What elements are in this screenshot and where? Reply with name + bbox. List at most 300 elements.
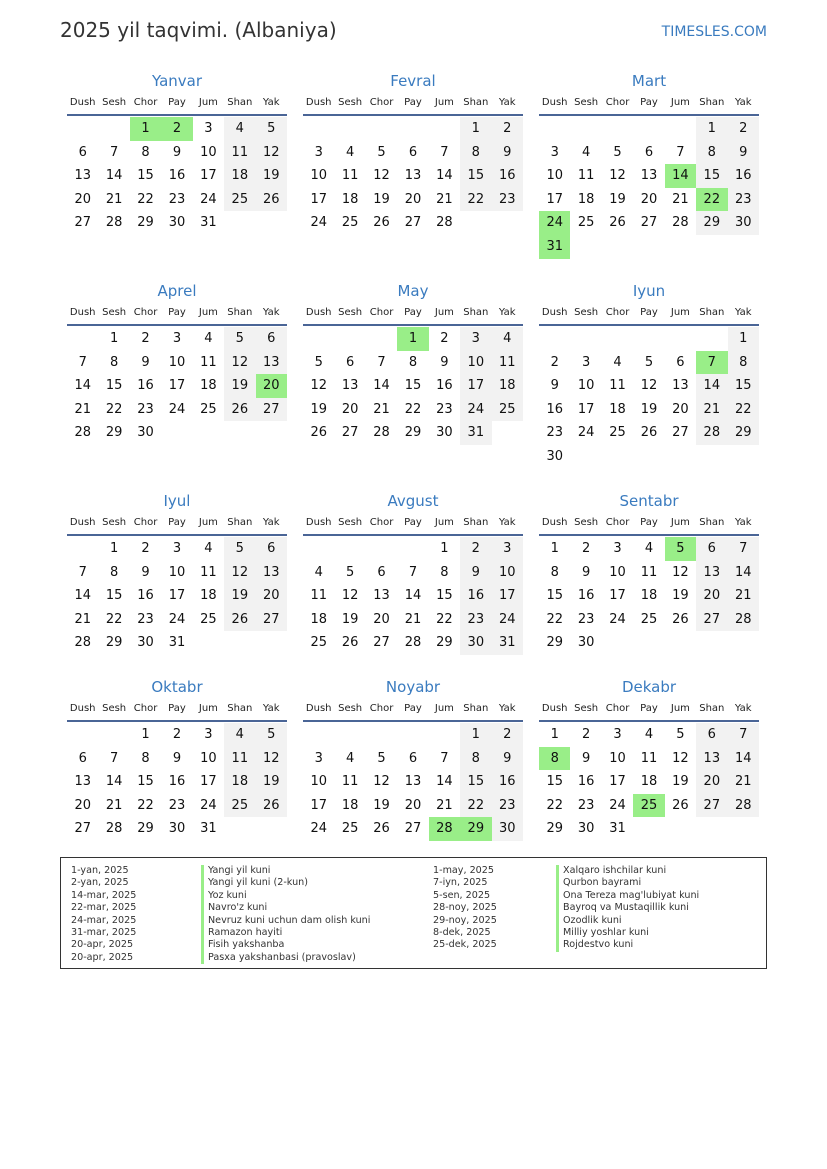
day[interactable]: 19 [224, 374, 255, 398]
day[interactable]: 14 [728, 561, 759, 585]
day[interactable]: 28 [728, 794, 759, 818]
day[interactable]: 1 [460, 117, 491, 141]
day[interactable]: 26 [373, 821, 390, 837]
day[interactable]: 11 [224, 141, 255, 165]
day[interactable]: 4 [345, 144, 355, 160]
day[interactable]: 1 [141, 727, 150, 742]
day[interactable]: 2 [172, 727, 182, 742]
day[interactable]: 29 [105, 425, 123, 441]
day[interactable]: 4 [644, 541, 654, 556]
day[interactable]: 8 [109, 354, 119, 370]
day[interactable]: 17 [200, 774, 217, 790]
day[interactable]: 10 [310, 774, 327, 790]
day[interactable]: 30 [728, 211, 759, 235]
day[interactable]: 30 [577, 635, 595, 651]
day[interactable]: 1 [550, 727, 559, 742]
day[interactable]: 29 [404, 425, 422, 441]
day[interactable]: 9 [141, 564, 150, 580]
day[interactable]: 23 [577, 797, 595, 813]
day[interactable]: 2 [728, 117, 759, 141]
day[interactable]: 11 [609, 378, 626, 394]
day[interactable]: 17 [310, 191, 327, 207]
day[interactable]: 8 [460, 747, 491, 771]
day[interactable]: 27 [640, 215, 658, 231]
day[interactable]: 17 [460, 374, 491, 398]
day[interactable]: 17 [310, 797, 327, 813]
day[interactable]: 20 [672, 401, 689, 417]
day[interactable]: 26 [256, 794, 287, 818]
day[interactable]: 20 [74, 797, 91, 813]
day[interactable]: 25 [310, 635, 327, 651]
day[interactable]: 20 [74, 191, 91, 207]
day[interactable]: 27 [404, 821, 422, 837]
holiday-day[interactable]: 5 [665, 537, 696, 561]
day[interactable]: 11 [640, 564, 658, 580]
day[interactable]: 16 [460, 584, 491, 608]
day[interactable]: 7 [78, 564, 87, 580]
day[interactable]: 16 [492, 164, 523, 188]
day[interactable]: 17 [168, 588, 186, 604]
day[interactable]: 28 [74, 425, 91, 441]
day[interactable]: 26 [224, 398, 255, 422]
day[interactable]: 1 [696, 117, 727, 141]
day[interactable]: 15 [137, 774, 154, 790]
day[interactable]: 20 [640, 191, 658, 207]
day[interactable]: 20 [404, 191, 422, 207]
day[interactable]: 10 [200, 750, 217, 766]
day[interactable]: 23 [492, 188, 523, 212]
day[interactable]: 20 [341, 401, 359, 417]
holiday-day[interactable]: 1 [130, 117, 161, 141]
day[interactable]: 19 [256, 770, 287, 794]
day[interactable]: 15 [137, 168, 154, 184]
day[interactable]: 31 [200, 821, 217, 837]
day[interactable]: 16 [168, 168, 186, 184]
day[interactable]: 3 [492, 537, 523, 561]
day[interactable]: 22 [546, 611, 563, 627]
day[interactable]: 25 [224, 794, 255, 818]
day[interactable]: 20 [404, 797, 422, 813]
day[interactable]: 29 [436, 635, 453, 651]
day[interactable]: 19 [640, 401, 658, 417]
day[interactable]: 6 [256, 537, 287, 561]
holiday-day[interactable]: 22 [696, 188, 727, 212]
day[interactable]: 10 [460, 351, 491, 375]
day[interactable]: 11 [310, 588, 327, 604]
day[interactable]: 15 [460, 770, 491, 794]
day[interactable]: 12 [224, 561, 255, 585]
day[interactable]: 30 [137, 425, 154, 441]
day[interactable]: 22 [105, 611, 123, 627]
day[interactable]: 6 [78, 144, 87, 160]
day[interactable]: 5 [377, 750, 386, 766]
day[interactable]: 9 [581, 750, 591, 766]
day[interactable]: 21 [105, 797, 123, 813]
day[interactable]: 21 [728, 584, 759, 608]
day[interactable]: 27 [696, 608, 727, 632]
day[interactable]: 26 [224, 608, 255, 632]
day[interactable]: 25 [577, 215, 595, 231]
day[interactable]: 17 [200, 168, 217, 184]
day[interactable]: 3 [172, 541, 182, 556]
holiday-day[interactable]: 20 [256, 374, 287, 398]
day[interactable]: 10 [200, 144, 217, 160]
day[interactable]: 4 [314, 564, 323, 580]
day[interactable]: 30 [137, 635, 154, 651]
day[interactable]: 4 [224, 723, 255, 747]
day[interactable]: 15 [404, 378, 422, 394]
day[interactable]: 17 [609, 774, 626, 790]
day[interactable]: 12 [640, 378, 658, 394]
day[interactable]: 6 [644, 144, 654, 160]
day[interactable]: 2 [550, 354, 559, 370]
day[interactable]: 2 [460, 537, 491, 561]
day[interactable]: 21 [436, 191, 453, 207]
day[interactable]: 4 [581, 144, 591, 160]
day[interactable]: 7 [78, 354, 87, 370]
day[interactable]: 9 [460, 561, 491, 585]
day[interactable]: 12 [256, 141, 287, 165]
day[interactable]: 6 [696, 723, 727, 747]
day[interactable]: 7 [728, 537, 759, 561]
day[interactable]: 23 [577, 611, 595, 627]
day[interactable]: 16 [577, 588, 595, 604]
day[interactable]: 13 [404, 168, 422, 184]
holiday-day[interactable]: 25 [633, 794, 664, 818]
day[interactable]: 19 [373, 191, 390, 207]
day[interactable]: 25 [341, 821, 359, 837]
day[interactable]: 19 [310, 401, 327, 417]
day[interactable]: 24 [577, 425, 595, 441]
day[interactable]: 13 [373, 588, 390, 604]
day[interactable]: 28 [436, 215, 453, 231]
day[interactable]: 29 [546, 635, 563, 651]
day[interactable]: 30 [168, 215, 186, 231]
day[interactable]: 15 [436, 588, 453, 604]
day[interactable]: 14 [728, 747, 759, 771]
day[interactable]: 9 [492, 141, 523, 165]
day[interactable]: 14 [696, 374, 727, 398]
day[interactable]: 28 [728, 608, 759, 632]
day[interactable]: 21 [436, 797, 453, 813]
day[interactable]: 5 [224, 327, 255, 351]
day[interactable]: 1 [109, 541, 119, 556]
day[interactable]: 9 [141, 354, 150, 370]
day[interactable]: 30 [168, 821, 186, 837]
day[interactable]: 21 [105, 191, 123, 207]
day[interactable]: 13 [640, 168, 658, 184]
day[interactable]: 14 [404, 588, 422, 604]
day[interactable]: 25 [609, 425, 626, 441]
day[interactable]: 15 [105, 378, 123, 394]
day[interactable]: 14 [436, 774, 453, 790]
day[interactable]: 25 [200, 401, 217, 417]
day[interactable]: 23 [436, 401, 453, 417]
day[interactable]: 8 [440, 564, 449, 580]
day[interactable]: 28 [404, 635, 422, 651]
day[interactable]: 26 [609, 215, 626, 231]
day[interactable]: 27 [74, 821, 91, 837]
day[interactable]: 20 [696, 770, 727, 794]
day[interactable]: 26 [310, 425, 327, 441]
day[interactable]: 23 [168, 191, 186, 207]
day[interactable]: 15 [105, 588, 123, 604]
day[interactable]: 17 [168, 378, 186, 394]
day[interactable]: 19 [373, 797, 390, 813]
day[interactable]: 14 [105, 168, 123, 184]
day[interactable]: 25 [492, 398, 523, 422]
day[interactable]: 27 [696, 794, 727, 818]
day[interactable]: 20 [696, 584, 727, 608]
day[interactable]: 13 [341, 378, 359, 394]
day[interactable]: 13 [696, 747, 727, 771]
day[interactable]: 20 [256, 584, 287, 608]
day[interactable]: 26 [672, 797, 689, 813]
day[interactable]: 6 [256, 327, 287, 351]
day[interactable]: 6 [696, 537, 727, 561]
day[interactable]: 6 [78, 750, 87, 766]
day[interactable]: 14 [436, 168, 453, 184]
day[interactable]: 21 [74, 401, 91, 417]
day[interactable]: 1 [550, 541, 559, 556]
day[interactable]: 25 [341, 215, 359, 231]
day[interactable]: 14 [105, 774, 123, 790]
day[interactable]: 2 [581, 727, 591, 742]
day[interactable]: 22 [460, 188, 491, 212]
day[interactable]: 7 [728, 723, 759, 747]
day[interactable]: 6 [408, 144, 418, 160]
day[interactable]: 5 [224, 537, 255, 561]
day[interactable]: 19 [609, 191, 626, 207]
day[interactable]: 27 [256, 398, 287, 422]
day[interactable]: 24 [310, 215, 327, 231]
day[interactable]: 13 [256, 561, 287, 585]
day[interactable]: 28 [373, 425, 390, 441]
day[interactable]: 10 [310, 168, 327, 184]
day[interactable]: 7 [676, 144, 685, 160]
day[interactable]: 24 [168, 611, 186, 627]
holiday-day[interactable]: 29 [460, 817, 491, 841]
day[interactable]: 11 [200, 564, 217, 580]
day[interactable]: 11 [492, 351, 523, 375]
day[interactable]: 4 [224, 117, 255, 141]
day[interactable]: 18 [341, 191, 359, 207]
day[interactable]: 17 [609, 588, 626, 604]
day[interactable]: 13 [696, 561, 727, 585]
day[interactable]: 3 [581, 354, 591, 370]
day[interactable]: 9 [172, 144, 182, 160]
day[interactable]: 8 [728, 351, 759, 375]
day[interactable]: 8 [141, 144, 150, 160]
day[interactable]: 16 [137, 378, 154, 394]
day[interactable]: 10 [168, 354, 186, 370]
day[interactable]: 23 [460, 608, 491, 632]
day[interactable]: 8 [550, 564, 559, 580]
day[interactable]: 3 [314, 144, 323, 160]
day[interactable]: 9 [581, 564, 591, 580]
day[interactable]: 27 [341, 425, 359, 441]
day[interactable]: 4 [345, 750, 355, 766]
day[interactable]: 27 [672, 425, 689, 441]
day[interactable]: 26 [256, 188, 287, 212]
day[interactable]: 12 [609, 168, 626, 184]
day[interactable]: 18 [640, 774, 658, 790]
day[interactable]: 5 [256, 723, 287, 747]
day[interactable]: 9 [440, 354, 449, 370]
day[interactable]: 5 [377, 144, 386, 160]
holiday-day[interactable]: 28 [429, 817, 460, 841]
day[interactable]: 12 [256, 747, 287, 771]
day[interactable]: 23 [728, 188, 759, 212]
day[interactable]: 7 [377, 354, 386, 370]
day[interactable]: 29 [696, 211, 727, 235]
day[interactable]: 7 [408, 564, 418, 580]
day[interactable]: 18 [640, 588, 658, 604]
day[interactable]: 16 [137, 588, 154, 604]
day[interactable]: 22 [137, 797, 154, 813]
day[interactable]: 23 [137, 401, 154, 417]
day[interactable]: 11 [200, 354, 217, 370]
day[interactable]: 22 [436, 611, 453, 627]
day[interactable]: 5 [676, 727, 685, 742]
day[interactable]: 5 [644, 354, 654, 370]
day[interactable]: 29 [728, 421, 759, 445]
day[interactable]: 4 [644, 727, 654, 742]
day[interactable]: 9 [728, 141, 759, 165]
day[interactable]: 25 [224, 188, 255, 212]
day[interactable]: 10 [577, 378, 595, 394]
day[interactable]: 19 [341, 611, 359, 627]
day[interactable]: 12 [224, 351, 255, 375]
day[interactable]: 9 [492, 747, 523, 771]
day[interactable]: 8 [141, 750, 150, 766]
day[interactable]: 5 [613, 144, 622, 160]
day[interactable]: 19 [224, 584, 255, 608]
day[interactable]: 12 [672, 750, 689, 766]
day[interactable]: 15 [546, 588, 563, 604]
day[interactable]: 21 [373, 401, 390, 417]
day[interactable]: 19 [672, 588, 689, 604]
day[interactable]: 27 [404, 215, 422, 231]
day[interactable]: 11 [224, 747, 255, 771]
day[interactable]: 27 [74, 215, 91, 231]
holiday-day[interactable]: 14 [665, 164, 696, 188]
day[interactable]: 18 [577, 191, 595, 207]
day[interactable]: 31 [492, 631, 523, 655]
day[interactable]: 7 [109, 144, 119, 160]
day[interactable]: 22 [404, 401, 422, 417]
day[interactable]: 27 [373, 635, 390, 651]
day[interactable]: 13 [74, 168, 91, 184]
day[interactable]: 18 [341, 797, 359, 813]
holiday-day[interactable]: 1 [397, 327, 428, 351]
day[interactable]: 14 [74, 588, 91, 604]
day[interactable]: 2 [492, 117, 523, 141]
day[interactable]: 17 [546, 191, 563, 207]
day[interactable]: 11 [640, 750, 658, 766]
day[interactable]: 1 [440, 541, 449, 556]
day[interactable]: 31 [460, 421, 491, 445]
day[interactable]: 13 [404, 774, 422, 790]
brand-link[interactable]: TIMESLES.COM [661, 24, 767, 40]
day[interactable]: 30 [460, 631, 491, 655]
day[interactable]: 9 [550, 378, 559, 394]
day[interactable]: 12 [310, 378, 327, 394]
day[interactable]: 31 [168, 635, 186, 651]
holiday-day[interactable]: 8 [539, 747, 570, 771]
day[interactable]: 26 [672, 611, 689, 627]
day[interactable]: 5 [345, 564, 355, 580]
day[interactable]: 8 [109, 564, 119, 580]
day[interactable]: 6 [676, 354, 685, 370]
day[interactable]: 15 [546, 774, 563, 790]
day[interactable]: 29 [546, 821, 563, 837]
day[interactable]: 18 [310, 611, 327, 627]
day[interactable]: 4 [204, 541, 213, 556]
day[interactable]: 22 [728, 398, 759, 422]
day[interactable]: 23 [546, 425, 563, 441]
day[interactable]: 23 [137, 611, 154, 627]
day[interactable]: 4 [204, 331, 213, 346]
day[interactable]: 3 [172, 331, 182, 346]
day[interactable]: 9 [172, 750, 182, 766]
day[interactable]: 24 [609, 797, 626, 813]
day[interactable]: 3 [204, 727, 213, 742]
day[interactable]: 18 [200, 588, 217, 604]
day[interactable]: 10 [492, 561, 523, 585]
day[interactable]: 26 [640, 425, 658, 441]
day[interactable]: 4 [492, 327, 523, 351]
day[interactable]: 5 [256, 117, 287, 141]
day[interactable]: 19 [672, 774, 689, 790]
day[interactable]: 5 [314, 354, 323, 370]
day[interactable]: 28 [74, 635, 91, 651]
day[interactable]: 10 [609, 564, 626, 580]
holiday-day[interactable]: 31 [539, 235, 570, 259]
day[interactable]: 24 [168, 401, 186, 417]
day[interactable]: 16 [577, 774, 595, 790]
day[interactable]: 16 [728, 164, 759, 188]
day[interactable]: 28 [105, 821, 123, 837]
day[interactable]: 30 [436, 425, 453, 441]
day[interactable]: 8 [408, 354, 418, 370]
day[interactable]: 21 [696, 398, 727, 422]
day[interactable]: 28 [672, 215, 689, 231]
day[interactable]: 31 [609, 821, 626, 837]
day[interactable]: 15 [696, 164, 727, 188]
day[interactable]: 3 [550, 144, 559, 160]
day[interactable]: 11 [341, 168, 359, 184]
day[interactable]: 13 [256, 351, 287, 375]
day[interactable]: 19 [256, 164, 287, 188]
day[interactable]: 13 [672, 378, 689, 394]
holiday-day[interactable]: 2 [161, 117, 192, 141]
day[interactable]: 22 [105, 401, 123, 417]
day[interactable]: 16 [492, 770, 523, 794]
day[interactable]: 13 [74, 774, 91, 790]
day[interactable]: 7 [440, 144, 449, 160]
day[interactable]: 12 [341, 588, 359, 604]
day[interactable]: 3 [314, 750, 323, 766]
day[interactable]: 18 [224, 164, 255, 188]
day[interactable]: 30 [546, 448, 563, 464]
day[interactable]: 10 [168, 564, 186, 580]
day[interactable]: 26 [373, 215, 390, 231]
day[interactable]: 28 [105, 215, 123, 231]
day[interactable]: 24 [460, 398, 491, 422]
day[interactable]: 30 [577, 821, 595, 837]
day[interactable]: 10 [546, 168, 563, 184]
